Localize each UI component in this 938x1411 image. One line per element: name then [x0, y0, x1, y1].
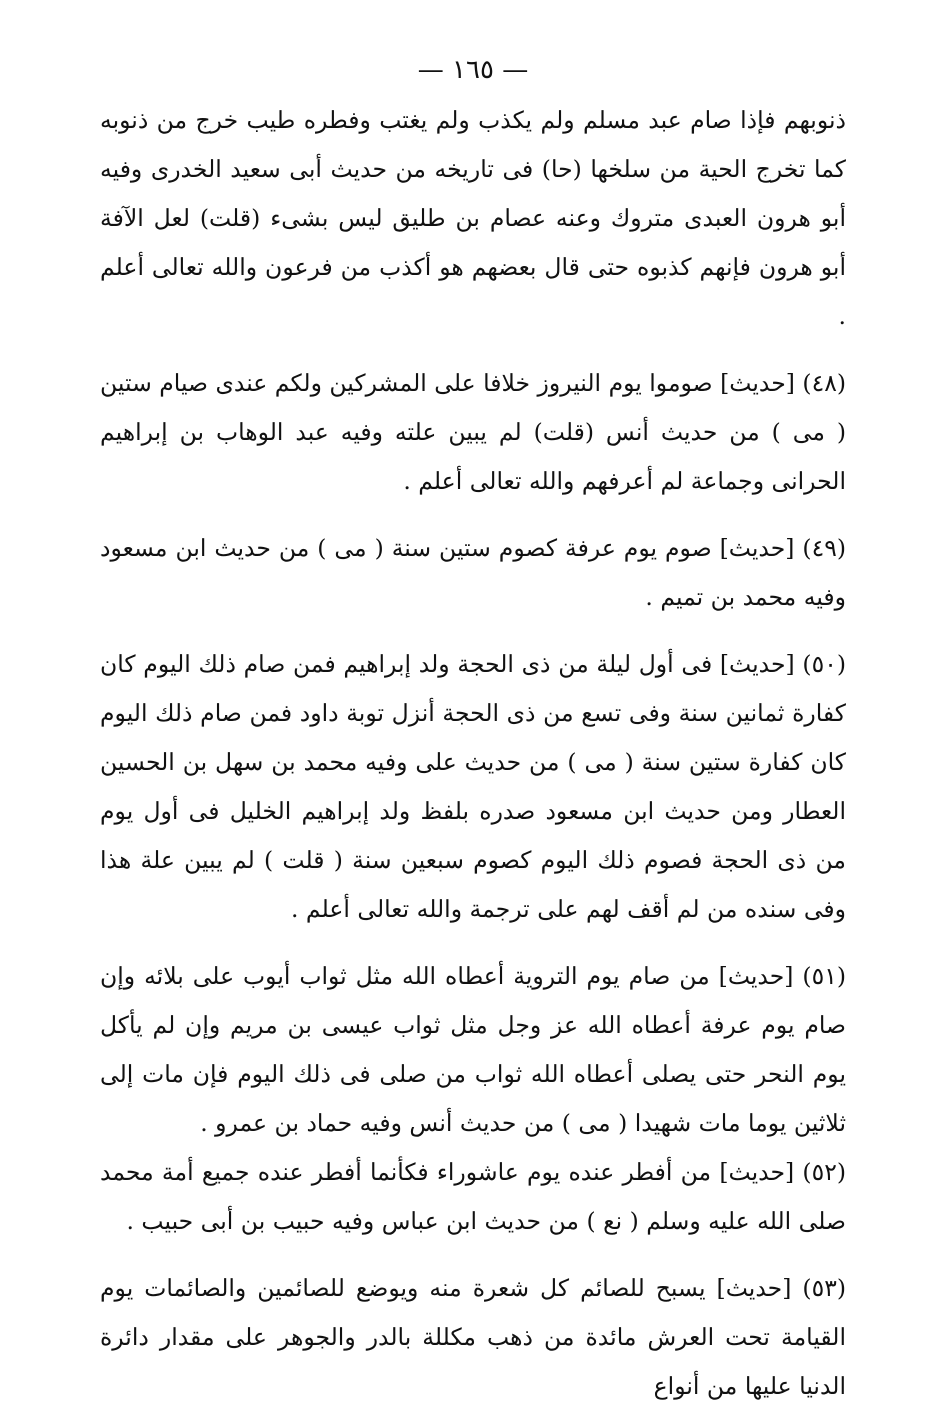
paragraph-hadith-50: (٥٠) [حديث] فى أول ليلة من ذى الحجة ولد إبراهيم فمن صام ذلك اليوم كان كفارة ثمانين سنة وفى تسع من ذى الحجة أنزل توبة داود فمن صام ذلك اليوم كان كفارة ستين سنة ( مى ) من حديث على وفيه محمد بن سهل بن الحسين العطار ومن حديث ابن مسعود صدره بلفظ ولد إبراهيم الخليل فى أول يوم من ذى الحجة فصوم ذلك اليوم كصوم سبعين سنة ( قلت ) لم يبين علة هذا وفى سنده من لم أقف لهم على ترجمة والله تعالى أعلم . [100, 650, 846, 923]
paragraph-hadith-51: (٥١) [حديث] من صام يوم التروية أعطاه الله مثل ثواب أيوب على بلائه وإن صام يوم عرفة أعطاه الله عز وجل مثل ثواب عيسى بن مريم وإن لم يأكل يوم النحر حتى يصلى أعطاه الله ثواب من صلى فى ذلك اليوم فإن مات إلى ثلاثين يوما مات شهيدا ( مى ) من حديث أنس وفيه حماد بن عمرو . [100, 962, 846, 1137]
paragraph-hadith-49: (٤٩) [حديث] صوم يوم عرفة كصوم ستين سنة ( مى ) من حديث ابن مسعود وفيه محمد بن تميم . [100, 534, 846, 611]
page-number: — ١٦٥ — [417, 55, 529, 85]
paragraph-hadith-53: (٥٣) [حديث] يسبح للصائم كل شعرة منه ويوضع للصائمين والصائمات يوم القيامة تحت العرش مائدة من ذهب مكللة بالدر والجوهر على مقدار دائرة الدنيا عليها من أنواع [100, 1274, 846, 1400]
paragraph-continuation: ذنوبهم فإذا صام عبد مسلم ولم يكذب ولم يغتب وفطره طيب خرج من ذنوبه كما تخرج الحية من سلخها (حا) فى تاريخه من حديث أبى سعيد الخدرى وفيه أبو هرون العبدى متروك وعنه عصام بن طليق ليس بشىء (قلت) لعل الآفة أبو هرون فإنهم كذبوه حتى قال بعضهم هو أكذب من فرعون والله تعالى أعلم . [100, 106, 846, 330]
paragraph-hadith-48: (٤٨) [حديث] صوموا يوم النيروز خلافا على المشركين ولكم عندى صيام ستين ( مى ) من حديث أنس (قلت) لم يبين علته وفيه عبد الوهاب بن إبراهيم الحرانى وجماعة لم أعرفهم والله تعالى أعلم . [100, 369, 846, 495]
paragraph-hadith-52: (٥٢) [حديث] من أفطر عنده يوم عاشوراء فكأنما أفطر عنده جميع أمة محمد صلى الله عليه وسلم ( نع ) من حديث ابن عباس وفيه حبيب بن أبى حبيب . [100, 1158, 846, 1235]
document-page [100, 40, 846, 1400]
